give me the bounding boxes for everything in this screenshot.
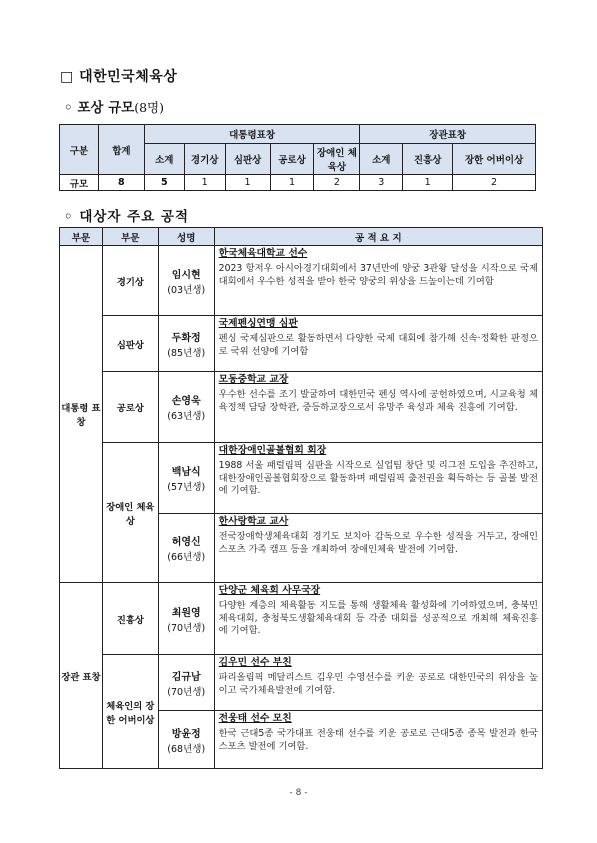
achievement-summary (214, 514, 542, 583)
achievement-summary (214, 246, 542, 316)
awardee-name-text: 최원영 (171, 607, 201, 619)
value-total: 8 (98, 175, 144, 191)
awardee-name (158, 711, 214, 769)
header-president-award: 대통령표창 (144, 125, 360, 144)
header-subtotal-minister: 소계 (360, 144, 403, 175)
achievement-text: 한국 근대5종 국가대표 전웅태 선수를 키운 공로로 근대5종 종목 발전과 한국스포츠 발전에 기여함. (218, 728, 538, 752)
header-division: 부문 (60, 228, 103, 246)
header-proud-parent: 장한 어버이상 (453, 144, 536, 175)
category-proud-parent: 체육인의 장한 어버이상 (102, 655, 158, 769)
achievement-summary (214, 583, 542, 655)
achievement-summary (214, 316, 542, 372)
header-total: 합계 (98, 125, 144, 175)
value-subtotal-president: 5 (144, 175, 184, 191)
value-disabled-sports: 2 (314, 175, 360, 191)
header-subtotal-president: 소계 (144, 144, 184, 175)
table-row (60, 655, 543, 711)
achievements-heading: ◦ 대상자 주요 공적 (64, 209, 190, 225)
achievement-text: 전국장애학생체육대회 경기도 보치아 감독으로 우수한 성적을 거두고, 장애인스포츠 가족 캠프 등을 개최하여 장애인체육 발전에 기여함. (218, 531, 538, 555)
category-referee: 심판상 (102, 316, 158, 372)
value-promotion: 1 (403, 175, 453, 191)
category-promotion: 진흥상 (102, 583, 158, 655)
category-merit: 공로상 (102, 372, 158, 443)
awardee-name-text: 방윤정 (171, 728, 201, 740)
division-minister: 장관 표창 (60, 583, 103, 769)
affiliation: 모동중학교 교장 (218, 374, 289, 385)
affiliation: 한사랑학교 교사 (218, 516, 289, 527)
header-minister-award: 장관표창 (360, 125, 536, 144)
awardee-name (158, 246, 214, 316)
affiliation: 한국체육대학교 선수 (218, 248, 308, 259)
achievement-text: 2023 항저우 아시아경기대회에서 37년만에 양궁 3관왕 달성을 시작으로 국제대회에서 우수한 성적을 받아 한국 양궁의 위상을 드높이는데 기여함 (218, 263, 538, 287)
affiliation: 국제펜싱연맹 심판 (218, 318, 298, 329)
header-name: 성명 (158, 228, 214, 246)
awardee-name-text: 두화정 (171, 332, 201, 344)
header-category: 부문 (102, 228, 158, 246)
header-promotion: 진흥상 (403, 144, 453, 175)
awardee-birth: (63년생) (167, 411, 206, 422)
awardee-birth: (68년생) (167, 743, 206, 755)
achievements-table (59, 227, 543, 769)
table-row (60, 246, 543, 316)
category-disabled-sports: 장애인 체육상 (102, 443, 158, 583)
awardee-name-text: 김규남 (171, 671, 201, 683)
header-disabled-sports: 장애인 체육상 (314, 144, 360, 175)
awardee-birth: (70년생) (167, 686, 206, 698)
awardee-name-text: 허영신 (171, 537, 201, 548)
achievement-summary (214, 443, 542, 514)
header-summary: 공 적 요 지 (214, 228, 542, 246)
achievement-text: 펜싱 국제심판으로 활동하면서 다양한 국제 대회에 참가해 신속·정확한 판정으로 국위 선양에 기여함 (218, 333, 538, 357)
table-row (60, 316, 543, 372)
value-proud-parent: 2 (453, 175, 536, 191)
achievement-text: 1988 서울 패럴림픽 심판을 시작으로 실업팀 창단 및 리그전 도입을 추진하고, 대한장애인골볼협회장으로 활동하며 패럴림픽 출전권을 획득하는 등 골볼 발전에 기여함. (218, 460, 538, 497)
awardee-birth: (03년생) (167, 284, 206, 296)
value-merit: 1 (270, 175, 314, 191)
section-title: □ 대한민국체육상 (60, 69, 178, 85)
awardee-name (158, 514, 214, 583)
awardee-name (158, 655, 214, 711)
table-row (60, 443, 543, 514)
awardee-name (158, 372, 214, 443)
awardee-name (158, 316, 214, 372)
affiliation: 전웅태 선수 모친 (218, 713, 292, 724)
achievement-summary (214, 655, 542, 711)
awardee-birth: (70년생) (167, 622, 206, 634)
award-scale-table (59, 124, 536, 191)
scale-heading-text: ◦ 포상 규모 (64, 100, 135, 116)
awardee-birth: (66년생) (167, 552, 206, 563)
scale-heading-count: (8명) (134, 100, 164, 115)
achievement-text: 파리올림픽 메달리스트 김우민 수영선수를 키운 공로로 대한민국의 위상을 높이고 국가체육발전에 기여함. (218, 672, 538, 696)
awardee-birth: (57년생) (167, 482, 206, 493)
table-row (60, 583, 543, 655)
value-subtotal-minister: 3 (360, 175, 403, 191)
awardee-name-text: 백남식 (171, 467, 201, 478)
row-label-scale: 규모 (60, 175, 99, 191)
achievement-text: 우수한 선수를 조기 발굴하여 대한민국 펜싱 역사에 공헌하였으며, 시교육청 체육정책 담당 장학관, 중등하교장으로서 유망주 육성과 체육 진흥에 기여함. (218, 389, 538, 413)
affiliation: 단양군 체육회 사무국장 (218, 585, 321, 596)
affiliation: 대한장애인골볼협회 회장 (218, 445, 327, 456)
awardee-name-text: 임시현 (171, 269, 201, 281)
achievement-summary (214, 372, 542, 443)
header-gubun: 구분 (60, 125, 99, 175)
table-row (60, 372, 543, 443)
division-president: 대통령 표창 (60, 246, 103, 583)
achievement-text: 다양한 계층의 체육활동 지도를 통해 생활체육 활성화에 기여하였으며, 충북민체육대회, 충청북도생활체육대회 등 각종 대회를 성공적으로 개최해 체육진흥에 기여함. (218, 600, 538, 637)
value-athlete: 1 (184, 175, 225, 191)
category-athlete: 경기상 (102, 246, 158, 316)
affiliation: 김우민 선수 부친 (218, 657, 292, 668)
header-merit: 공로상 (270, 144, 314, 175)
awardee-name (158, 443, 214, 514)
achievement-summary (214, 711, 542, 769)
value-referee: 1 (225, 175, 270, 191)
header-referee: 심판상 (225, 144, 270, 175)
scale-heading (64, 96, 164, 116)
header-athlete: 경기상 (184, 144, 225, 175)
awardee-name-text: 손영욱 (171, 396, 201, 407)
page-number: - 8 - (289, 788, 308, 798)
awardee-birth: (85년생) (167, 347, 206, 359)
awardee-name (158, 583, 214, 655)
